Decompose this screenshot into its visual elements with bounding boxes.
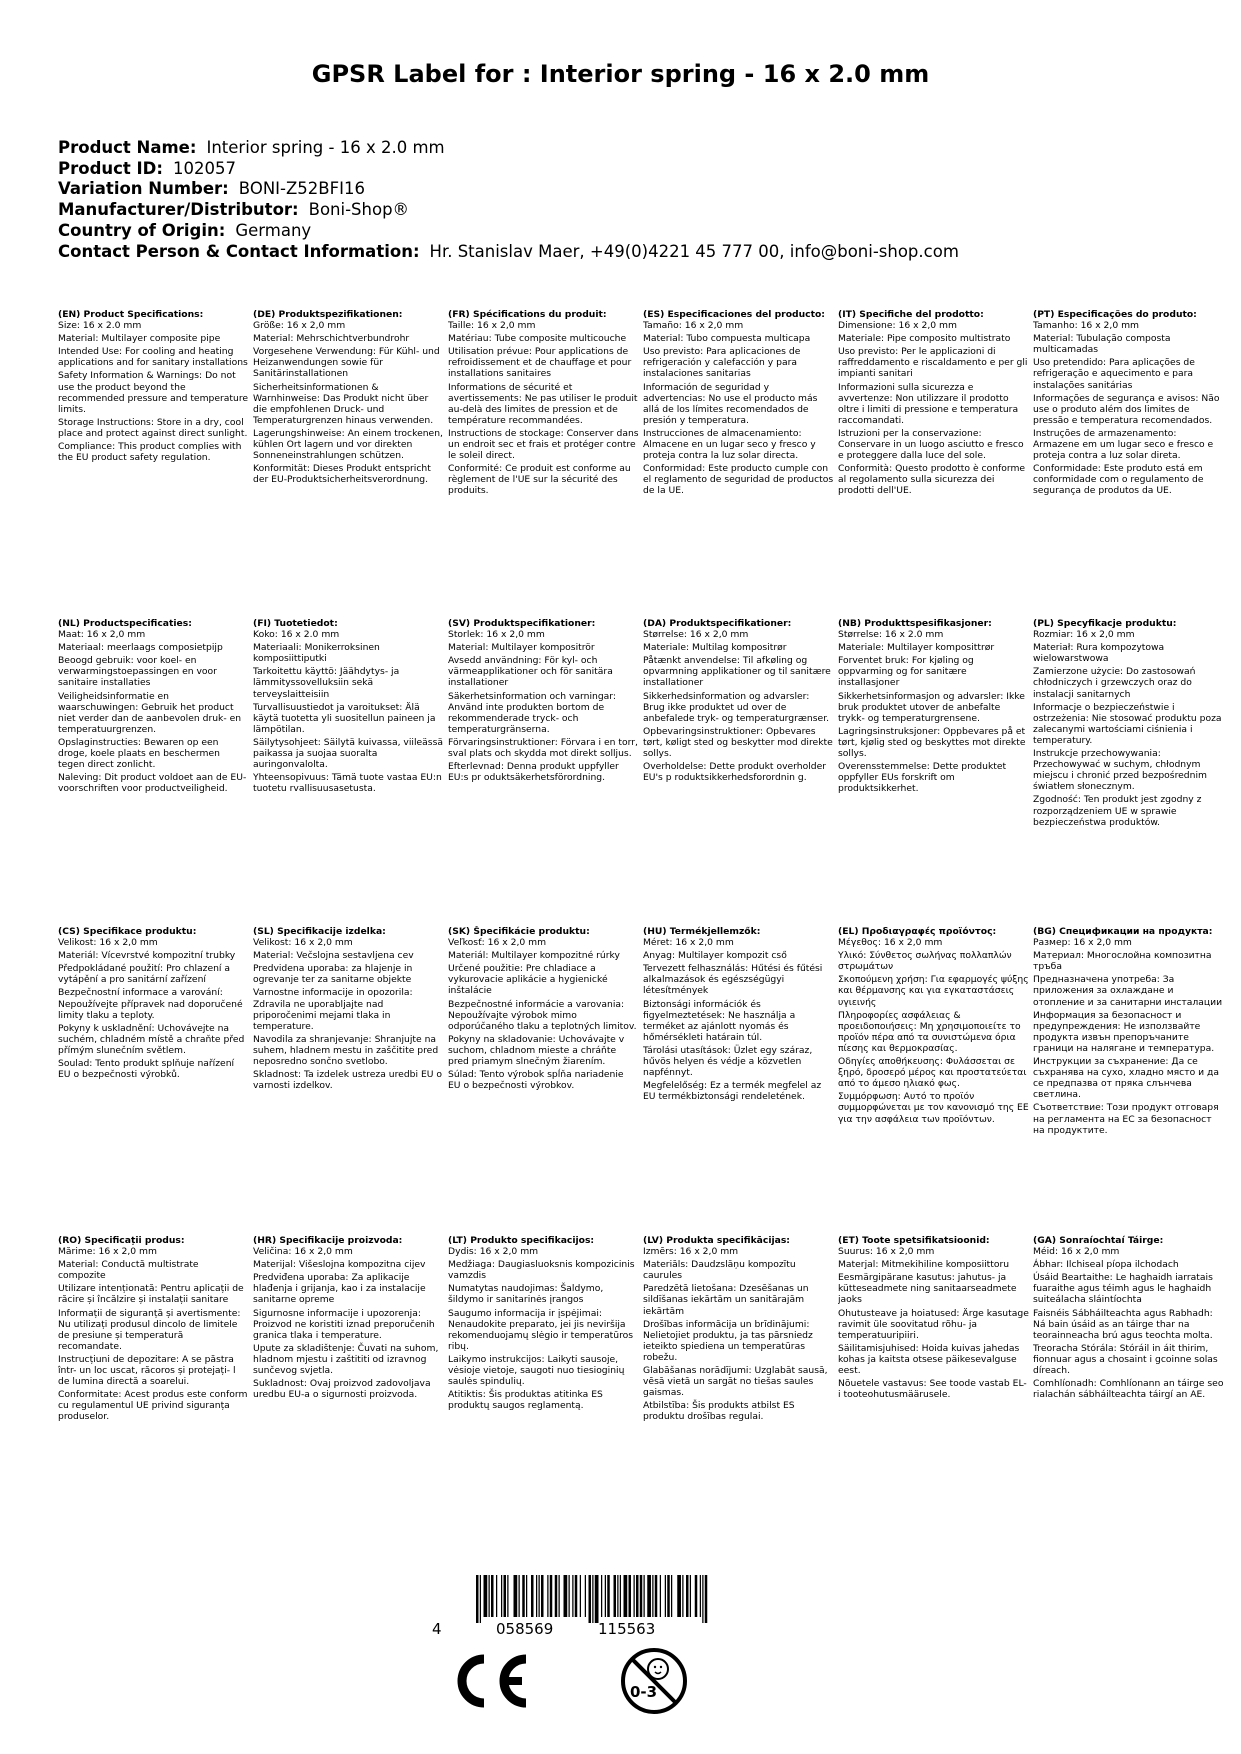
language-block-item: Compliance: This product complies with the EU product safety regulation.: [58, 441, 242, 464]
info-row: [58, 200, 1198, 221]
language-block: [838, 618, 1033, 830]
language-block-item: Turvallisuustiedot ja varoitukset: Älä käytä tuotetta yli suositellun paineen ja lämpötilan.: [253, 701, 436, 735]
barcode-bar: [677, 1575, 681, 1617]
language-block-item: Инструкции за съхранение: Да се съхранява на сухо, хладно място и да се предпазва от пряка слънчева светлина.: [1033, 1056, 1220, 1101]
language-row: [58, 1235, 1228, 1425]
language-block-item: Materiał: Rura kompozytowa wielowarstwowa: [1033, 642, 1165, 665]
barcode-bar: [496, 1575, 497, 1617]
language-block-title: (EL) Προδιαγραφές προϊόντος:: [838, 926, 997, 937]
barcode-bar: [634, 1575, 635, 1617]
language-block-item: Atitiktis: Šis produktas atitinka ES produktų saugos reglamentą.: [448, 1389, 603, 1412]
language-block: [1033, 926, 1228, 1138]
language-block-size: Suurus: 16 x 2,0 mm: [838, 1246, 935, 1258]
barcode-bar: [667, 1575, 670, 1617]
barcode-bar: [614, 1575, 617, 1617]
barcode-bar: [564, 1575, 568, 1617]
language-block-item: Materiale: Multilayer komposittrør: [838, 642, 995, 654]
language-block-item: Materijal: Višeslojna kompozitna cijev: [253, 1259, 426, 1271]
barcode-bar: [555, 1575, 558, 1617]
language-block-title: (FI) Tuotetiedot:: [253, 618, 338, 629]
language-block-size: Dydis: 16 x 2,0 mm: [448, 1246, 539, 1258]
language-block-item: Предназначена употреба: За приложения за охлаждане и отопление и за санитарни инсталации: [1033, 974, 1223, 1008]
language-block-size: Größe: 16 x 2,0 mm: [253, 320, 346, 332]
barcode-bar: [647, 1575, 651, 1617]
language-block-item: Nõuetele vastavus: See toode vastab EL-i tooteohutusmäärusele.: [838, 1378, 1027, 1401]
language-block-item: Съответствие: Този продукт отговаря на регламента на ЕС за безопасност на продуктите.: [1033, 1102, 1219, 1136]
language-block-item: Material: Tubo compuesta multicapa: [643, 333, 811, 345]
language-block: [253, 1235, 448, 1425]
barcode-bar: [624, 1575, 628, 1617]
language-block-item: Uso previsto: Para aplicaciones de refrigeración y calefacción y para instalaciones sanitarias: [643, 346, 801, 380]
language-block-item: Laikymo instrukcijos: Laikyti sausoje, vėsioje vietoje, saugoti nuo tiesioginių saulės spindulių.: [448, 1353, 625, 1388]
info-label: Product Name:: [58, 138, 197, 157]
info-label: Contact Person & Contact Information:: [58, 241, 420, 261]
language-block-item: Informacje o bezpieczeństwie i ostrzeżenia: Nie stosować produktu poza zalecanymi wartościami ciśnienia i temperatury.: [1033, 701, 1222, 746]
language-block: [58, 1235, 253, 1425]
language-block-item: Úsáid Beartaithe: Le haghaidh iarratais fuaraithe agus téimh agus le haghaidh suiteálacha sláintíochta: [1033, 1272, 1213, 1306]
language-block-item: Pokyny na skladovanie: Uchovávajte v suchom, chladnom mieste a chráňte pred priamym slnečným žiarením.: [448, 1033, 625, 1068]
language-block-title: (SK) Špecifikácie produktu:: [448, 926, 590, 937]
barcode-bar: [514, 1575, 518, 1617]
language-block-item: Upute za skladištenje: Čuvati na suhom, hladnom mjestu i zaštititi od izravnog sunčevog svjetla.: [253, 1342, 439, 1377]
language-block-title: (RO) Specificații produs:: [58, 1235, 185, 1246]
info-value: BONI-Z52BFI16: [238, 179, 365, 199]
barcode-bar: [484, 1575, 488, 1617]
language-block-item: Sukladnost: Ovaj proizvod zadovoljava uredbu EU-a o sigurnosti proizvoda.: [253, 1378, 431, 1401]
language-block-item: Materiāls: Daudzslāņu kompozītu caurules: [643, 1259, 796, 1282]
language-block-item: Material: Večslojna sestavljena cev: [253, 950, 414, 962]
language-block-title: (CS) Specifikace produktu:: [58, 926, 197, 937]
product-info: [58, 138, 1198, 262]
language-block-title: (SV) Produktspecifikationer:: [448, 618, 596, 629]
language-block-item: Lagringsinstruksjoner: Oppbevares på et tørt, kjølig sted og beskyttes mot direkte sollys.: [838, 725, 1026, 760]
barcode-bar: [547, 1575, 548, 1617]
barcode-bar: [592, 1575, 593, 1623]
barcode-bar: [702, 1575, 703, 1623]
language-block-item: Skladnost: Ta izdelek ustreza uredbi EU o varnosti izdelkov.: [253, 1069, 443, 1092]
language-block-title: (SL) Specifikacije izdelka:: [253, 926, 386, 937]
language-block-size: Veľkosť: 16 x 2,0 mm: [448, 937, 547, 949]
language-block: [643, 309, 838, 499]
language-block-item: Påtænkt anvendelse: Til afkøling og opvarmning applikationer og til sanitære installationer: [643, 655, 831, 689]
language-block: [643, 1235, 838, 1425]
language-block-item: Sikkerhetsinformasjon og advarsler: Ikke bruk produktet utover de anbefalte trykk- og temperaturgrensene.: [838, 690, 1025, 724]
language-block-item: Storage Instructions: Store in a dry, cool place and protect against direct sunlight.: [58, 416, 248, 439]
language-block-size: Dimensione: 16 x 2,0 mm: [838, 320, 957, 332]
language-block-size: Veličina: 16 x 2,0 mm: [253, 1246, 353, 1258]
barcode-bar: [605, 1575, 606, 1617]
barcode-bar: [569, 1575, 570, 1617]
language-block-item: Veiligheidsinformatie en waarschuwingen: Gebruik het product niet verder dan de aanbevolen druk- en temperatuurgrenzen.: [58, 690, 242, 735]
language-block-item: Overensstemmelse: Dette produktet oppfyller EUs forskrift om produktsikkerhet.: [838, 761, 1007, 795]
language-block-title: (DE) Produktspezifikationen:: [253, 309, 403, 320]
barcode-first-digit: 4: [432, 1620, 442, 1638]
info-value: 102057: [172, 158, 236, 178]
language-block-item: Συμμόρφωση: Αυτό το προϊόν συμμορφώνεται με τον κανονισμό της ΕΕ για την ασφάλεια των προϊόντων.: [838, 1091, 1029, 1125]
language-block: [838, 926, 1033, 1138]
language-block-item: Conformidad: Este producto cumple con el reglamento de seguridad de productos de la UE.: [643, 463, 834, 497]
language-block-item: Avsedd användning: För kyl- och värmeapplikationer och för sanitära installationer: [448, 655, 613, 689]
language-block-item: Konformität: Dieses Produkt entspricht der EU-Produktsicherheitsverordnung.: [253, 463, 431, 486]
language-block-item: Tárolási utasítások: Üzlet egy száraz, hűvös helyen és védje a közvetlen napfénnyt.: [643, 1044, 813, 1079]
barcode-bar: [526, 1575, 527, 1617]
language-block-item: Medžiaga: Daugiasluoksnis kompozicinis vamzdis: [448, 1259, 635, 1282]
language-block-item: Material: Mehrschichtverbundrohr: [253, 333, 410, 345]
barcode-bar: [589, 1575, 592, 1623]
barcode-bar: [575, 1575, 578, 1617]
language-block-title: (GA) Sonraíochtaí Táirge:: [1033, 1235, 1164, 1246]
ce-mark-icon: [450, 1653, 530, 1713]
language-block-item: Sigurnosne informacije i upozorenja: Proizvod ne koristiti iznad preporučenih granica tlaka i temperature.: [253, 1307, 435, 1341]
language-block: [58, 309, 253, 499]
info-row: [58, 138, 1198, 159]
barcode-bar: [601, 1575, 602, 1617]
barcode-bar: [541, 1575, 544, 1617]
language-block-item: Instrucțiuni de depozitare: A se păstra într- un loc uscat, răcoros și protejați- l de lumina directă a soarelui.: [58, 1353, 236, 1388]
language-block-item: Safety Information & Warnings: Do not use the product beyond the recommended pressure and temperature limits.: [58, 370, 249, 415]
language-block: [253, 309, 448, 499]
language-block-title: (IT) Specifiche del prodotto:: [838, 309, 984, 320]
language-block: [1033, 618, 1228, 830]
language-block-title: (HU) Termékjellemzők:: [643, 926, 761, 937]
language-block-item: Instrucciones de almacenamiento: Almacene en un lugar seco y fresco y proteja contra la luz solar directa.: [643, 427, 816, 462]
language-block-title: (NB) Produkttspesifikasjoner:: [838, 618, 992, 629]
language-block-item: Matériau: Tube composite multicouche: [448, 333, 627, 345]
barcode-bar: [504, 1575, 507, 1617]
language-block-item: Uso previsto: Per le applicazioni di raffreddamento e riscaldamento e per gli impianti sanitari: [838, 346, 1028, 380]
language-block-item: Lagerungshinweise: An einem trockenen, kühlen Ort lagern und vor direkten Sonneneinstrahlungen schützen.: [253, 427, 443, 462]
barcode-bar: [705, 1575, 708, 1623]
barcode-bar: [655, 1575, 658, 1617]
barcode-bar: [607, 1575, 610, 1617]
barcode-bar: [682, 1575, 683, 1617]
language-block-item: Säilytysohjeet: Säilytä kuivassa, viileässä paikassa ja suojaa suoralta auringonvalolta.: [253, 736, 444, 771]
language-block: [448, 1235, 643, 1425]
barcode-bar: [489, 1575, 490, 1617]
page-title: GPSR Label for : Interior spring - 16 x 2.0 mm: [311, 60, 930, 88]
language-block-item: Megfelelőség: Ez a termék megfelel az EU termékbiztonsági rendeletének.: [643, 1080, 822, 1103]
barcode-bar: [690, 1575, 691, 1617]
language-block: [643, 618, 838, 830]
language-block-item: Určené použitie: Pre chladiace a vykurovacie aplikácie a hygienické inštalácie: [448, 963, 608, 997]
barcode-bar: [580, 1575, 581, 1617]
language-block-size: Izmērs: 16 x 2,0 mm: [643, 1246, 739, 1258]
barcode-bar: [531, 1575, 534, 1617]
info-label: Country of Origin:: [58, 220, 226, 240]
barcode-bar: [644, 1575, 645, 1617]
language-block-item: Faisnéis Sábháilteachta agus Rabhadh: Ná bain úsáid as an táirge thar na teorainneacha brú agus teochta molta.: [1033, 1307, 1213, 1341]
info-row: [58, 179, 1198, 200]
language-block-size: Størrelse: 16 x 2.0 mm: [838, 629, 944, 641]
language-block-item: Varnostne informacije in opozorila: Zdravila ne uporabljajte nad priporočenimi mejami tlaka in temperature.: [253, 987, 413, 1032]
language-block-item: Säkerhetsinformation och varningar: Använd inte produkten bortom de rekommenderade tryck- och temperaturgränserna.: [448, 690, 617, 735]
language-block-item: Материал: Многослойна композитна тръба: [1033, 950, 1212, 973]
language-block-item: Súlad: Tento výrobok spĺňa nariadenie EU o bezpečnosti výrobkov.: [448, 1069, 624, 1092]
language-block-item: Conformitate: Acest produs este conform cu regulamentul UE privind siguranța produselor.: [58, 1389, 248, 1423]
language-row: [58, 618, 1228, 830]
language-block-item: Materiale: Pipe composito multistrato: [838, 333, 1011, 345]
language-block-item: Biztonsági információk és figyelmeztetések: Ne használja a terméket az ajánlott nyomás és hőmérsékleti határain túl.: [643, 998, 796, 1043]
language-block-item: Comhlíonadh: Comhlíonann an táirge seo rialachán sábháilteachta táirgí an AE.: [1033, 1378, 1224, 1401]
language-block: [448, 618, 643, 830]
info-row: [58, 159, 1198, 180]
barcode-bar: [620, 1575, 621, 1617]
language-block-item: Pokyny k uskladnění: Uchovávejte na suchém, chladném místě a chraňte před přímým slunečním světlem.: [58, 1022, 245, 1056]
language-block: [643, 926, 838, 1138]
language-block-item: Uso pretendido: Para aplicações de refrigeração e aquecimento e para instalações sanitárias: [1033, 357, 1195, 391]
barcode-bar: [671, 1575, 672, 1617]
barcode-left-digits: 058569: [496, 1620, 554, 1638]
language-block-item: Förvaringsinstruktioner: Förvara i en torr, sval plats och skydda mot direkt solljus.: [448, 736, 638, 760]
barcode-bar: [686, 1575, 689, 1617]
language-block-title: (ES) Especificaciones del producto:: [643, 309, 825, 320]
language-block-item: Naleving: Dit product voldoet aan de EU-voorschriften voor productveiligheid.: [58, 772, 247, 795]
language-block-item: Drošības informācija un brīdinājumi: Nelietojiet produktu, ja tas pārsniedz ieteikto spiediena un temperatūras robežu.: [643, 1318, 813, 1363]
language-block-item: Navodila za shranjevanje: Shranjujte na suhem, hladnem mestu in zaščitite pred neposredno sončno svetlobo.: [253, 1033, 439, 1068]
info-label: Product ID:: [58, 158, 163, 178]
barcode-bar: [660, 1575, 661, 1617]
barcode-bar: [695, 1575, 698, 1617]
language-block-item: Soulad: Tento produkt splňuje nařízení EU o bezpečnosti výrobků.: [58, 1058, 235, 1081]
barcode-bar: [572, 1575, 573, 1617]
language-block-item: Forventet bruk: For kjøling og oppvarming og for sanitære installasjoner: [838, 655, 974, 689]
language-block-item: Material: Multilayer kompositrör: [448, 642, 595, 654]
language-block-item: Instruções de armazenamento: Armazene em um lugar seco e fresco e proteja contra a luz solar direta.: [1033, 427, 1214, 462]
language-block-item: Treoracha Stórála: Stóráil in áit thirim, fionnuar agus a chosaint i gcoinne solas díreach.: [1033, 1342, 1218, 1377]
language-block-item: Numatytas naudojimas: Šaldymo, šildymo ir sanitarinės įrangos: [448, 1283, 604, 1306]
language-block-item: Instrukcje przechowywania: Przechowywać w suchym, chłodnym miejscu i chronić przed bezpośrednim światłem słonecznym.: [1033, 748, 1207, 793]
language-block-item: Material: Tubulação composta multicamadas: [1033, 333, 1171, 356]
language-block-size: Størrelse: 16 x 2,0 mm: [643, 629, 749, 641]
barcode-bar: [522, 1575, 525, 1617]
language-block-item: Materiaali: Monikerroksinen komposiittiputki: [253, 642, 380, 665]
language-block-item: Informații de siguranță și avertismente: Nu utilizați produsul dincolo de limitele de presiune și temperatură recomandate.: [58, 1307, 241, 1352]
language-block: [838, 1235, 1033, 1425]
language-block-item: Информация за безопасност и предупреждения: Не използвайте продукта извън препоръчаните граници на налягане и температура.: [1033, 1009, 1215, 1054]
language-block-item: Overholdelse: Dette produkt overholder EU's p roduktsikkerhedsforordnin g.: [643, 761, 827, 784]
barcode-bar: [640, 1575, 643, 1617]
language-block-size: Storlek: 16 x 2,0 mm: [448, 629, 545, 641]
age-warning-0-3-icon: [620, 1647, 688, 1719]
language-block-size: Koko: 16 x 2.0 mm: [253, 629, 340, 641]
info-value: Germany: [235, 220, 312, 240]
language-block-item: Οδηγίες αποθήκευσης: Φυλάσσεται σε ξηρό, δροσερό μέρος και προστατεύεται από το άμεσο ηλιακό φως.: [838, 1056, 1027, 1090]
language-block-item: Intended Use: For cooling and heating applications and for sanitary installations: [58, 346, 248, 369]
barcode-bar: [519, 1575, 520, 1617]
language-block-item: Säilitamisjuhised: Hoida kuivas jahedas kohas ja kaitsta otsese päikesevalguse eest.: [838, 1342, 1020, 1377]
language-block: [253, 926, 448, 1138]
language-block-size: Maat: 16 x 2,0 mm: [58, 629, 146, 641]
barcode-bar: [636, 1575, 639, 1617]
language-block-size: Size: 16 x 2.0 mm: [58, 320, 142, 332]
barcode-bar: [617, 1575, 618, 1617]
language-block-item: Conformité: Ce produit est conforme au règlement de l'UE sur la sécurité des produits.: [448, 463, 631, 497]
language-block-title: (BG) Спецификации на продукта:: [1033, 926, 1213, 937]
language-block-title: (FR) Spécifications du produit:: [448, 309, 607, 320]
info-label: Manufacturer/Distributor:: [58, 200, 299, 220]
language-block-item: Σκοπούμενη χρήση: Για εφαρμογές ψύξης και θέρμανσης και για εγκαταστάσεις υγιεινής: [838, 974, 1029, 1008]
language-block: [253, 618, 448, 830]
barcode-right-digits: 115563: [598, 1620, 656, 1638]
language-block-size: Velikost: 16 x 2,0 mm: [253, 937, 353, 949]
language-block-size: Tamaño: 16 x 2,0 mm: [643, 320, 744, 332]
language-block: [448, 926, 643, 1138]
language-block-item: Sicherheitsinformationen & Warnhinweise: Das Produkt nicht über die empfohlenen Druck- und Temperaturgrenzen hinaus verwenden.: [253, 381, 434, 426]
language-block-item: Paredzētā lietošana: Dzesēšanas un sildīšanas iekārtām un sanitārajām iekārtām: [643, 1283, 809, 1317]
language-block-item: Anyag: Multilayer kompozit cső: [643, 950, 787, 962]
language-block-item: Bezpečnostní informace a varování: Nepoužívejte přípravek nad doporučené limity tlaku a teploty.: [58, 987, 243, 1021]
language-block-item: Informazioni sulla sicurezza e avvertenze: Non utilizzare il prodotto oltre i limiti di pressione e temperatura raccomandati.: [838, 381, 1019, 426]
language-block: [1033, 1235, 1228, 1425]
language-block-item: Tervezett felhasználás: Hűtési és fűtési alkalmazások és egészségügyi létesítmények: [643, 963, 823, 997]
language-block-item: Předpokládané použití: Pro chlazení a vytápění a pro sanitární zařízení: [58, 963, 231, 986]
language-block-item: Materiál: Vícevrstvé kompozitní trubky: [58, 950, 236, 962]
info-row: [58, 221, 1198, 242]
language-block-title: (DA) Produktspecifikationer:: [643, 618, 792, 629]
language-block-item: Opslaginstructies: Bewaren op een droge, koele plaats en beschermen tegen direct zonlicht.: [58, 736, 220, 771]
language-block: [58, 926, 253, 1138]
language-block-item: Bezpečnostné informácie a varovania: Nepoužívajte výrobok mimo odporúčaného tlaku a teplotných limitov.: [448, 998, 637, 1032]
svg-text:0-3: 0-3: [630, 1683, 658, 1701]
barcode-bar: [507, 1575, 508, 1617]
barcode-bar: [501, 1575, 502, 1617]
barcode-bar: [491, 1575, 494, 1617]
language-block-item: Predviđena uporaba: Za aplikacije hlađenja i grijanja, kao i za instalacije sanitarne opreme: [253, 1272, 426, 1306]
language-block-item: Zgodność: Ten produkt jest zgodny z rozporządzeniem UE w sprawie bezpieczeństwa produktów.: [1033, 794, 1202, 828]
language-block-title: (HR) Specifikacije proizvoda:: [253, 1235, 403, 1246]
language-block-size: Taille: 16 x 2,0 mm: [448, 320, 536, 332]
language-block-item: Informations de sécurité et avertissements: Ne pas utiliser le produit au-delà des limites de pression et de température recommandées.: [448, 381, 638, 426]
info-row: [58, 242, 1198, 263]
language-block-item: Materiál: Multilayer kompozitné rúrky: [448, 950, 620, 962]
language-block: [838, 309, 1033, 499]
language-block-item: Utilisation prévue: Pour applications de refroidissement et de chauffage et pour installations sanitaires: [448, 346, 632, 380]
language-block-item: Υλικό: Σύνθετος σωλήνας πολλαπλών στρωμάτων: [838, 950, 1012, 973]
language-block-title: (PL) Specyfikacje produktu:: [1033, 618, 1177, 629]
barcode-bar: [652, 1575, 653, 1617]
language-block: [58, 618, 253, 830]
language-block-item: Utilizare intenționată: Pentru aplicații de răcire și încălzire și instalații sanitare: [58, 1283, 244, 1306]
language-block-item: Materiaal: meerlaags composietpijp: [58, 642, 223, 654]
info-label: Variation Number:: [58, 179, 229, 199]
language-row: [58, 926, 1228, 1138]
language-block-title: (LT) Produkto specifikacijos:: [448, 1235, 595, 1246]
language-block-size: Rozmiar: 16 x 2,0 mm: [1033, 629, 1135, 641]
barcode-bar: [476, 1575, 479, 1623]
language-block-item: Instructions de stockage: Conserver dans un endroit sec et frais et protéger contre le soleil direct.: [448, 427, 639, 462]
language-block-title: (PT) Especificações do produto:: [1033, 309, 1197, 320]
language-block-item: Vorgesehene Verwendung: Für Kühl- und Heizanwendungen sowie für Sanitärinstallationen: [253, 346, 440, 380]
info-value: Boni-Shop®: [308, 200, 410, 220]
barcode: [432, 1575, 712, 1637]
language-block-title: (NL) Productspecificaties:: [58, 618, 192, 629]
info-value: Hr. Stanislav Maer, +49(0)4221 45 777 00, info@boni-shop.com: [429, 241, 959, 261]
language-block-item: Yhteensopivuus: Tämä tuote vastaa EU:n tuotetu rvallisuusasetusta.: [253, 772, 442, 795]
language-block-item: Πληροφορίες ασφάλειας & προειδοποιήσεις: Μη χρησιμοποιείτε το προϊόν πέρα από τα συνιστώμενα όρια πίεσης και θερμοκρασίας.: [838, 1009, 1021, 1054]
barcode-bars: [476, 1575, 708, 1623]
language-block-item: Sikkerhedsinformation og advarsler: Brug ikke produktet ud over de anbefalede tryk- og temperaturgrænser.: [643, 690, 830, 724]
language-block-size: Tamanho: 16 x 2,0 mm: [1033, 320, 1139, 332]
language-block-item: Ohutusteave ja hoiatused: Ärge kasutage ravimit üle soovitatud rõhu- ja temperatuuripiiri.: [838, 1307, 1029, 1341]
language-block-item: Material: Multilayer composite pipe: [58, 333, 221, 345]
language-block-item: Istruzioni per la conservazione: Conservare in un luogo asciutto e fresco e proteggere dalla luce del sole.: [838, 427, 1024, 462]
barcode-bar: [559, 1575, 560, 1617]
language-block-size: Velikost: 16 x 2,0 mm: [58, 937, 158, 949]
language-block-size: Méret: 16 x 2,0 mm: [643, 937, 734, 949]
barcode-bar: [585, 1575, 586, 1617]
barcode-bar: [665, 1575, 666, 1617]
barcode-bar: [536, 1575, 537, 1617]
language-block-item: Información de seguridad y advertencias: No use el producto más allá de los límites recomendados de presión y temperatura.: [643, 381, 818, 426]
language-block-item: Materiale: Multilag kompositrør: [643, 642, 787, 654]
language-block: [1033, 309, 1228, 499]
language-block-size: Méid: 16 x 2,0 mm: [1033, 1246, 1120, 1258]
barcode-bar: [539, 1575, 540, 1617]
language-block-item: Informações de segurança e avisos: Não use o produto além dos limites de pressão e temperatura recomendados.: [1033, 392, 1220, 426]
language-block: [448, 309, 643, 499]
language-block-size: Размер: 16 x 2,0 mm: [1033, 937, 1132, 949]
language-block-item: Efterlevnad: Denna produkt uppfyller EU:s pr oduktsäkerhetsförordning.: [448, 761, 619, 784]
language-block-item: Opbevaringsinstruktioner: Opbevares tørt, køligt sted og beskytter mod direkte sollys.: [643, 725, 833, 760]
barcode-bar: [595, 1575, 599, 1623]
language-block-item: Materjal: Mitmekihiline komposiittoru: [838, 1259, 1010, 1271]
barcode-bar: [629, 1575, 632, 1617]
language-block-item: Saugumo informacija ir įspėjimai: Nenaudokite preparato, jei jis neviršija rekomenduojamų slėgio ir temperatūros ribų.: [448, 1307, 634, 1352]
language-block-item: Material: Conductă multistrate compozite: [58, 1259, 199, 1282]
language-block-size: Mărime: 16 x 2,0 mm: [58, 1246, 157, 1258]
language-block-item: Beoogd gebruik: voor koel- en verwarmingstoepassingen en voor sanitaire installaties: [58, 655, 217, 689]
language-block-item: Zamierzone użycie: Do zastosowań chłodniczych i grzewczych oraz do instalacji sanitarnych: [1033, 666, 1196, 700]
language-block-size: Μέγεθος: 16 x 2,0 mm: [838, 937, 943, 949]
barcode-bar: [480, 1575, 481, 1623]
language-block-item: Tarkoitettu käyttö: Jäähdytys- ja lämmityssovelluksiin sekä terveyslaitteisiin: [253, 666, 400, 700]
barcode-bar: [700, 1575, 701, 1617]
language-block-item: Eesmärgipärane kasutus: jahutus- ja kütteseadmete ning sanitaarseadmete jaoks: [838, 1272, 1017, 1306]
language-block-item: Atbilstība: Šis produkts atbilst ES produktu drošības regulai.: [643, 1400, 795, 1423]
language-block-item: Ábhar: Ilchiseal píopa ilchodach: [1033, 1259, 1179, 1271]
language-block-title: (LV) Produkta specifikācijas:: [643, 1235, 790, 1246]
language-block-title: (ET) Toote spetsifikatsioonid:: [838, 1235, 990, 1246]
language-block-item: Predvidena uporaba: za hlajenje in ogrevanje ter za sanitarne objekte: [253, 963, 413, 986]
barcode-bar: [550, 1575, 553, 1617]
language-block-item: Conformidade: Este produto está em conformidade com o regulamento de segurança de produtos da UE.: [1033, 463, 1204, 497]
language-row: [58, 309, 1228, 499]
language-block-item: Glabāšanas norādījumi: Uzglabāt sausā, vēsā vietā un sargāt no tiešas saules gaismas.: [643, 1365, 828, 1399]
info-value: Interior spring - 16 x 2.0 mm: [206, 138, 445, 157]
language-block-item: Conformità: Questo prodotto è conforme al regolamento sulla sicurezza dei prodotti dell'UE.: [838, 463, 1026, 497]
language-block-title: (EN) Product Specifications:: [58, 309, 204, 320]
